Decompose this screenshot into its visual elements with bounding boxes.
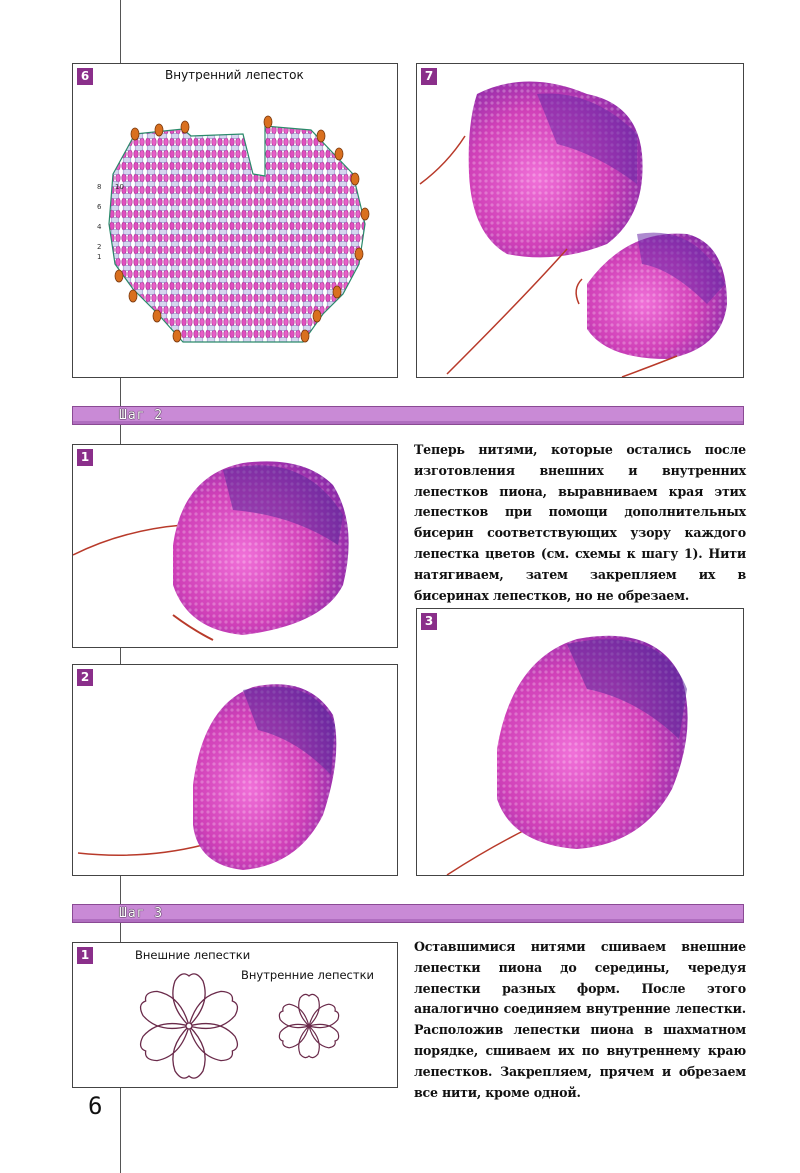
- row-label: 10: [115, 183, 124, 191]
- figure-number: 3: [421, 613, 437, 630]
- inner-flower-outline: [276, 994, 341, 1057]
- figure-6-inner-petal-diagram: [72, 63, 398, 378]
- figure-step2-1-photo: [72, 444, 398, 648]
- bead-pattern-diagram: [73, 64, 397, 377]
- row-label: 4: [97, 223, 102, 231]
- figure-step3-1-diagram: [72, 942, 398, 1088]
- step-2-text: Теперь нитями, которые остались после изготовления внешних и внутренних лепестков пиона, выравниваем края этих лепестков при помощи дополнительных бисерин соответствующих узору каждого лепестка цветов (см. схемы к шагу 1). Нити натягиваем, затем закрепляем их в бисеринах лепестков, но не обрезаем.: [414, 442, 746, 603]
- outer-petals-caption: Внешние лепестки: [135, 948, 251, 962]
- beaded-petal-image: [417, 609, 743, 875]
- step-title: Шаг 3: [119, 906, 164, 921]
- step-title: Шаг 2: [119, 408, 164, 423]
- row-label: 2: [97, 243, 102, 251]
- figure-number: 1: [77, 947, 93, 964]
- flower-outline-diagrams: [73, 943, 397, 1087]
- step-3-text: Оставшимися нитями сшиваем внешние лепестки пиона до середины, чередуя лепестки разных форм. После этого аналогично соединяем внутренние лепестки. Расположив лепестки пиона в шахматном порядке, сшиваем их по внутреннему краю лепестков. Закрепляем, прячем и обрезаем все нити, кроме одной.: [414, 939, 746, 1100]
- figure-number: 2: [77, 669, 93, 686]
- figure-step2-3-photo: [416, 608, 744, 876]
- figure-number: 6: [77, 68, 93, 85]
- beaded-petal-image: [73, 445, 397, 647]
- beaded-petals-image: [417, 64, 743, 377]
- page-number: 6: [88, 1092, 103, 1120]
- figure-7-petals-photo: [416, 63, 744, 378]
- figure-number: 7: [421, 68, 437, 85]
- step-3-header: [72, 904, 744, 923]
- inner-petals-caption: Внутренние лепестки: [241, 968, 374, 982]
- figure-caption: Внутренний лепесток: [165, 68, 304, 82]
- row-label: 6: [97, 203, 102, 211]
- row-label: 1: [97, 253, 102, 261]
- step-2-header: [72, 406, 744, 425]
- outer-flower-outline: [136, 974, 242, 1078]
- row-label: 8: [97, 183, 102, 191]
- figure-number: 1: [77, 449, 93, 466]
- figure-step2-2-photo: [72, 664, 398, 876]
- beaded-petal-image: [73, 665, 397, 875]
